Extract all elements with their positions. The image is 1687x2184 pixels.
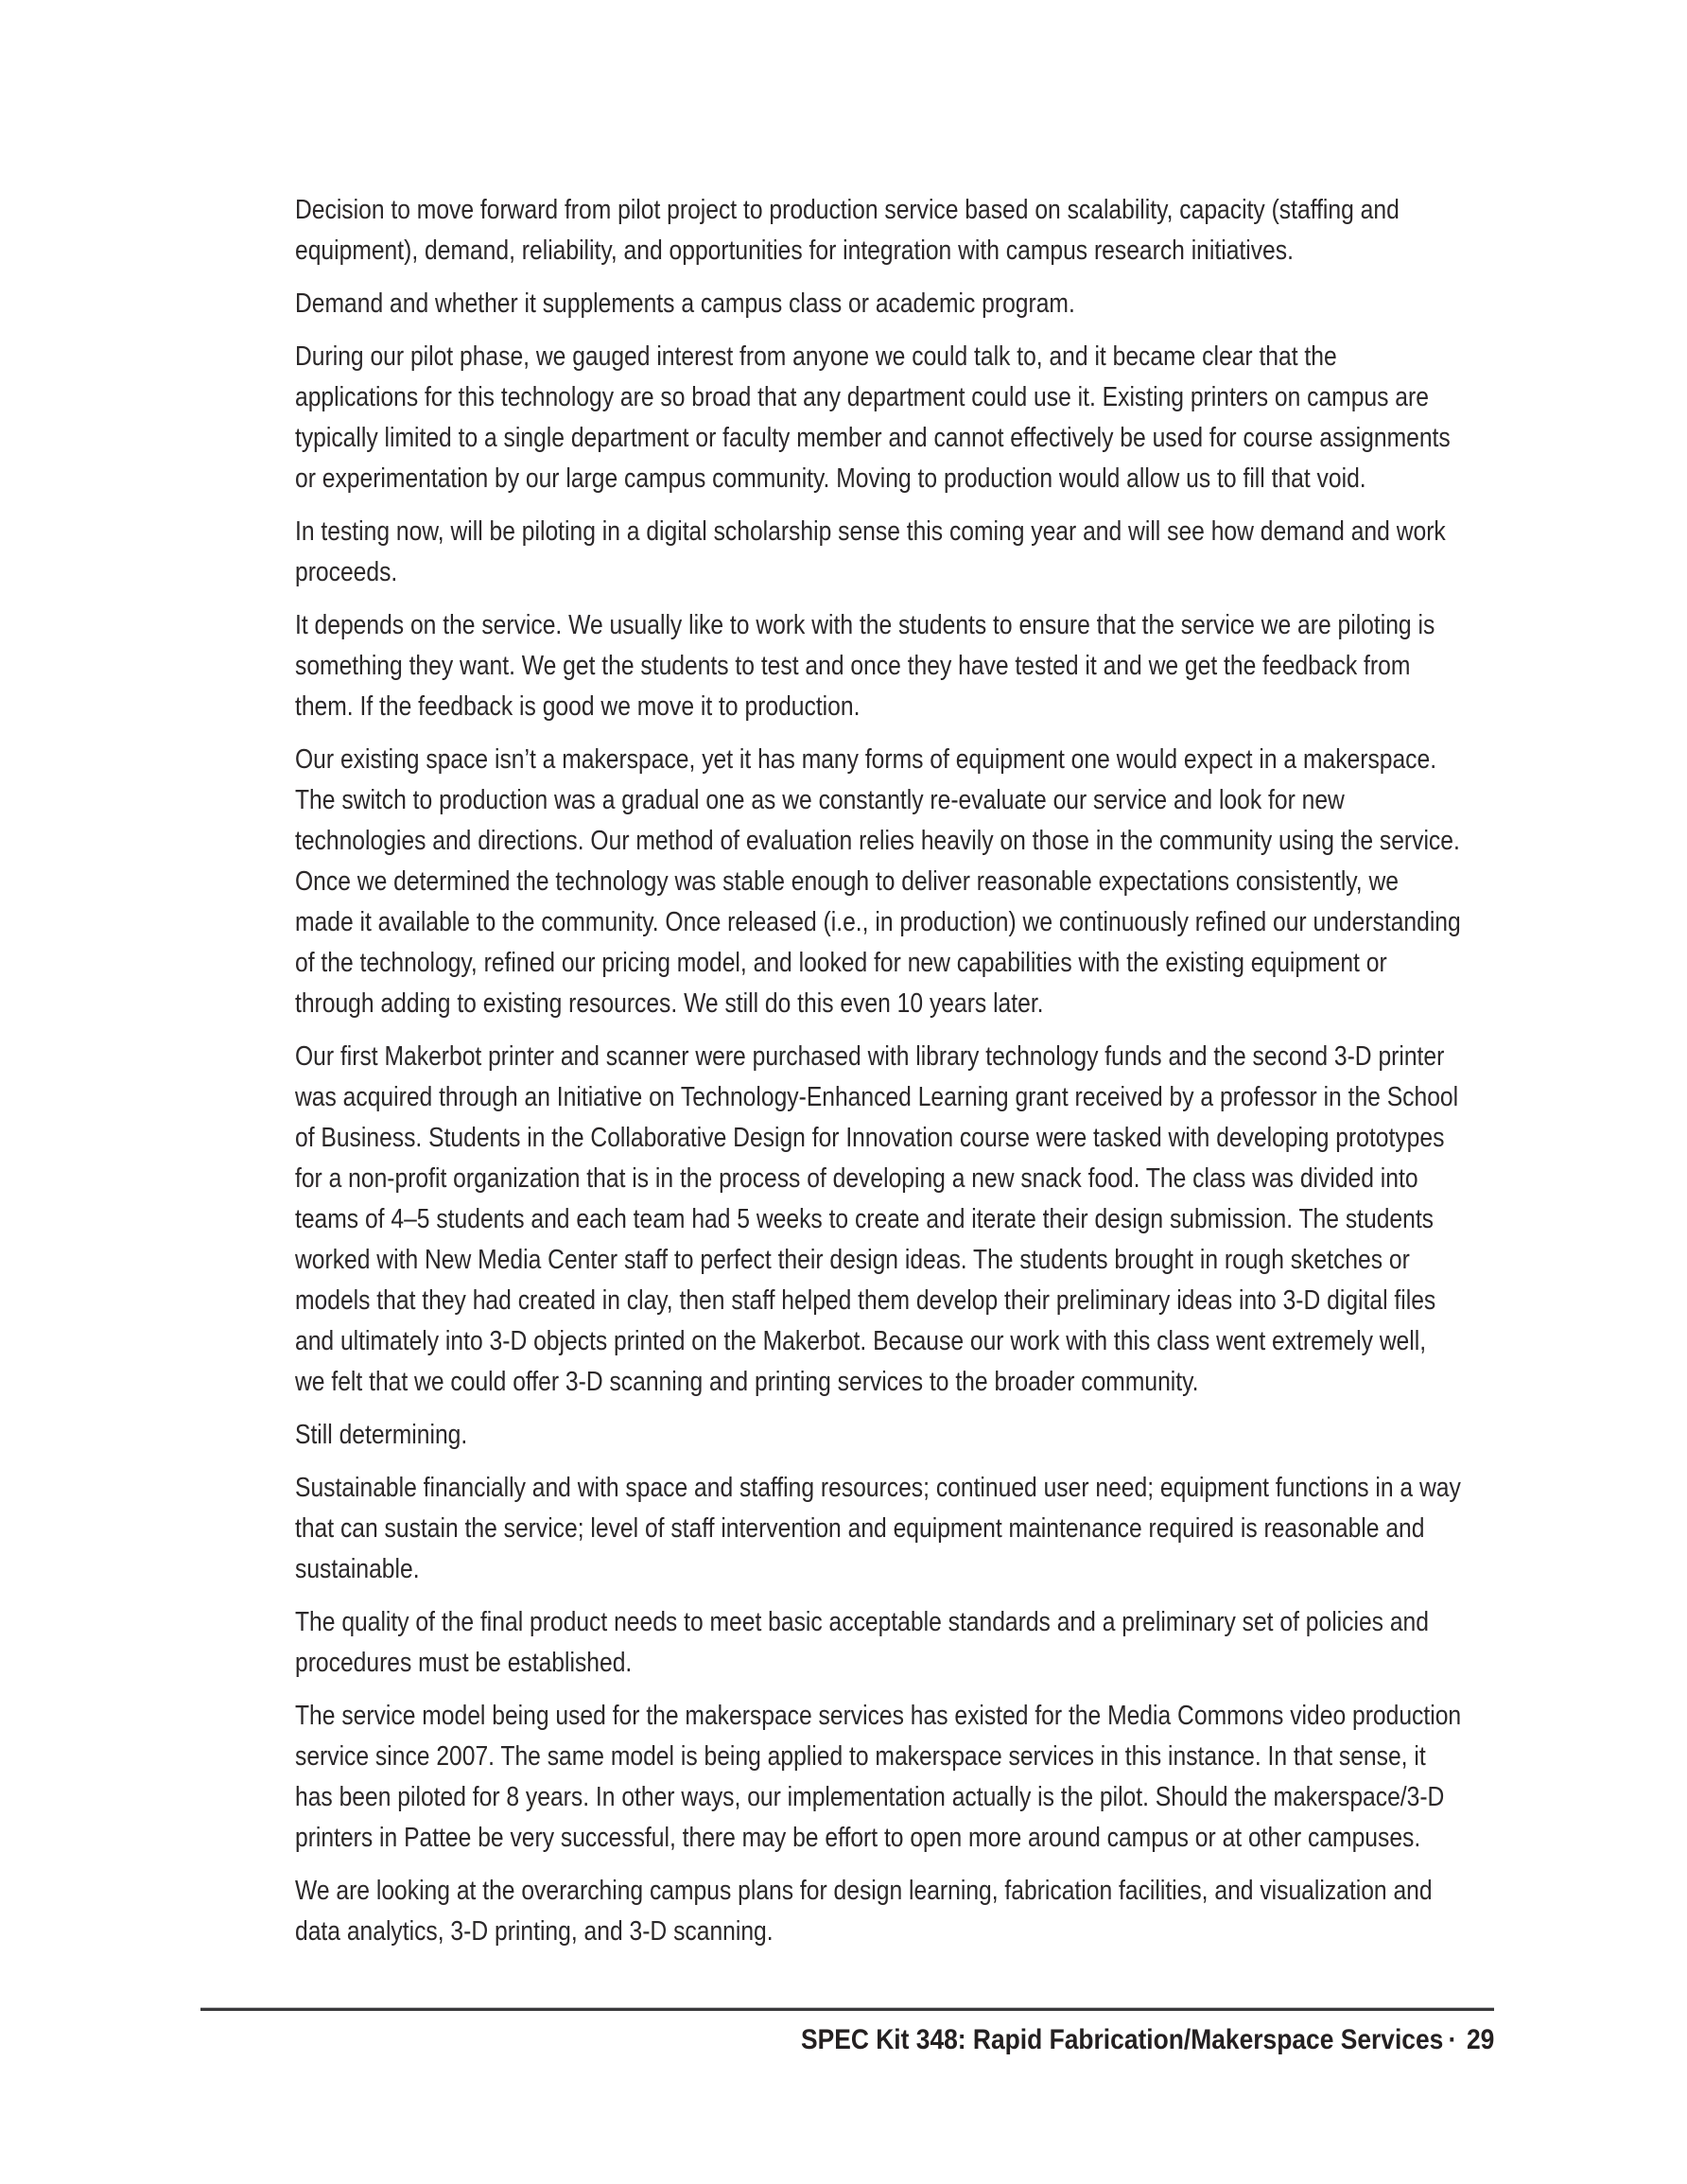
paragraph: The quality of the final product needs to meet basic acceptable standards and a preliminary set of policies and procedures must be established. <box>295 1607 1429 1678</box>
paragraph: The service model being used for the makerspace services has existed for the Media Commons video production service since 2007. The same model is being applied to makerspace services in this instance. In that sense, it has been piloted for 8 years. In other ways, our implementation actually is the pilot. Should the makerspace/3-D printers in Pattee be very successful, there may be effort to open more around campus or at other campuses. <box>295 1701 1462 1853</box>
paragraph: Still determining. <box>295 1420 468 1450</box>
paragraph: We are looking at the overarching campus plans for design learning, fabrication facilities, and visualization and data analytics, 3-D printing, and 3-D scanning. <box>295 1876 1433 1947</box>
page-number: 29 <box>1466 2024 1494 2055</box>
paragraph: During our pilot phase, we gauged interest from anyone we could talk to, and it became clear that the applications for this technology are so broad that any department could use it. Existing printers on campus are typically limited to a single department or faculty member and cannot effectively be used for course assignments or experimentation by our large campus community. Moving to production would allow us to fill that void. <box>295 341 1451 494</box>
body-text-column <box>295 190 1462 1965</box>
paragraph: Sustainable financially and with space and staffing resources; continued user need; equipment functions in a way that can sustain the service; level of staff intervention and equipment maintenance required is reasonable and sustainable. <box>295 1473 1461 1584</box>
paragraph: Our first Makerbot printer and scanner were purchased with library technology funds and the second 3-D printer was acquired through an Initiative on Technology-Enhanced Learning grant received by a professor in the School of Business. Students in the Collaborative Design for Innovation course were tasked with developing prototypes for a non-profit organization that is in the process of developing a new snack food. The class was divided into teams of 4–5 students and each team had 5 weeks to create and iterate their design submission. The students worked with New Media Center staff to perfect their design ideas. The students brought in rough sketches or models that they had created in clay, then staff helped them develop their preliminary ideas into 3-D digital files and ultimately into 3-D objects printed on the Makerbot. Because our work with this class went extremely well, we felt that we could offer 3-D scanning and printing services to the broader community. <box>295 1041 1459 1397</box>
paragraph: In testing now, will be piloting in a digital scholarship sense this coming year and will see how demand and work proceeds. <box>295 516 1446 587</box>
paragraph: Demand and whether it supplements a campus class or academic program. <box>295 288 1075 319</box>
footer-title: SPEC Kit 348: Rapid Fabrication/Makerspace Services <box>800 2024 1443 2055</box>
footer-rule <box>200 2008 1494 2011</box>
page-footer <box>801 2024 1494 2056</box>
paragraph: Decision to move forward from pilot project to production service based on scalability, capacity (staffing and equipment), demand, reliability, and opportunities for integration with campus research initiatives. <box>295 195 1400 266</box>
paragraph: It depends on the service. We usually like to work with the students to ensure that the service we are piloting is something they want. We get the students to test and once they have tested it and we get the feedback from them. If the feedback is good we move it to production. <box>295 610 1435 722</box>
paragraph: Our existing space isn’t a makerspace, yet it has many forms of equipment one would expect in a makerspace. The switch to production was a gradual one as we constantly re-evaluate our service and look for new technologies and directions. Our method of evaluation relies heavily on those in the community using the service. Once we determined the technology was stable enough to deliver reasonable expectations consistently, we made it available to the community. Once released (i.e., in production) we continuously refined our understanding of the technology, refined our pricing model, and looked for new capabilities with the existing equipment or through adding to existing resources. We still do this even 10 years later. <box>295 744 1461 1019</box>
footer-separator: · <box>1448 2024 1457 2055</box>
